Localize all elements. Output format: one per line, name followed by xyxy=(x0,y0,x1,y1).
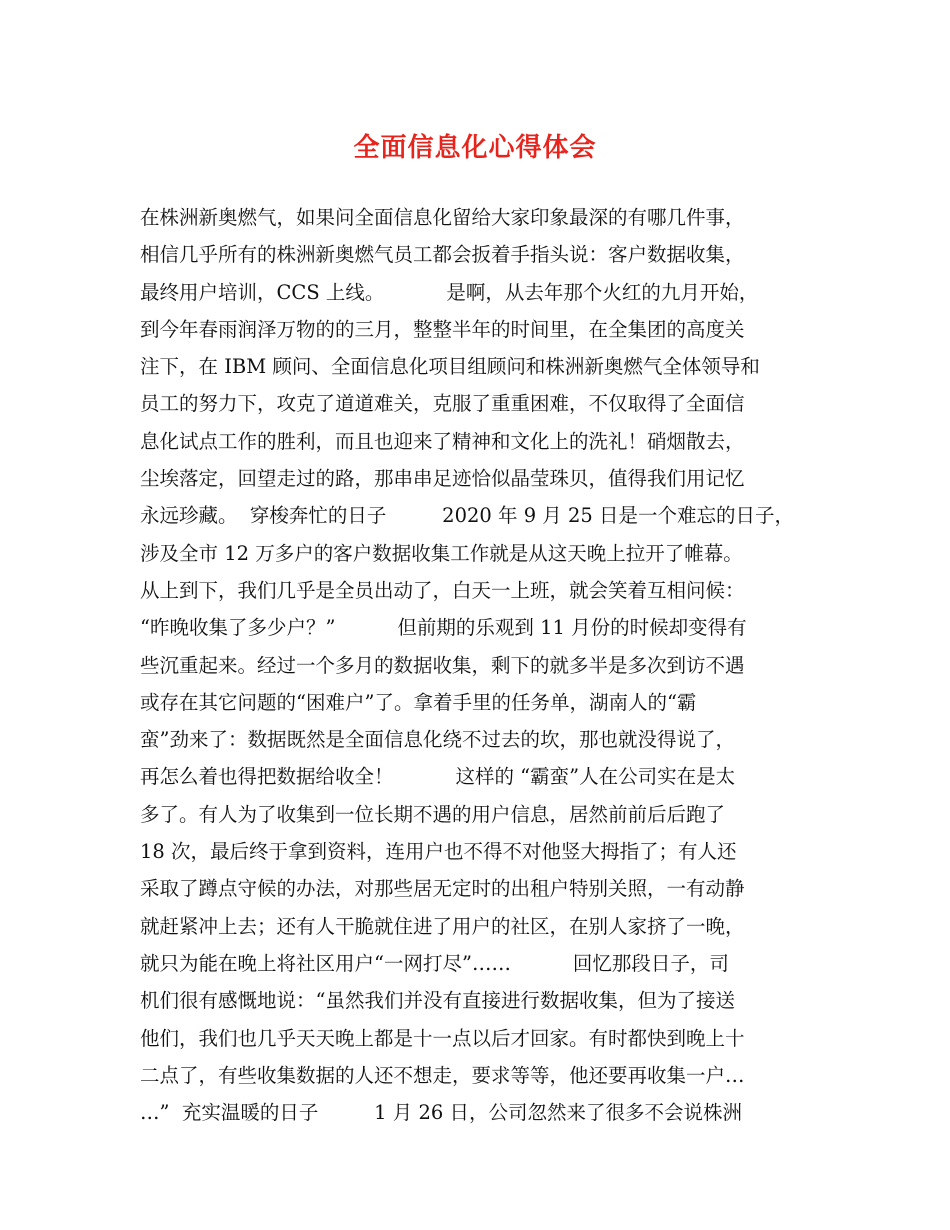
body-line: 最终用户培训，CCS 上线。 是啊，从去年那个火红的九月开始， xyxy=(140,280,759,304)
body-line: 再怎么着也得把数据给收全！ 这样的 “霸蛮”人在公司实在是太 xyxy=(140,765,736,789)
body-line: 蛮”劲来了：数据既然是全面信息化绕不过去的坎，那也就没得说了， xyxy=(140,728,735,752)
body-line: 就只为能在晚上将社区用户“一网打尽”…… 回忆那段日子，司 xyxy=(140,951,729,975)
body-line: 多了。有人为了收集到一位长期不遇的用户信息，居然前前后后跑了 xyxy=(140,802,726,826)
document-body xyxy=(140,199,820,1131)
body-line: 到今年春雨润泽万物的的三月，整整半年的时间里，在全集团的高度关 xyxy=(140,317,745,341)
body-line: 在株洲新奥燃气，如果问全面信息化留给大家印象最深的有哪几件事， xyxy=(140,206,745,229)
body-line: 注下，在 IBM 顾问、全面信息化项目组顾问和株洲新奥燃气全体领导和 xyxy=(140,355,760,379)
body-line: 涉及全市 12 万多户的客户数据收集工作就是从这天晚上拉开了帷幕。 xyxy=(140,541,743,565)
body-line: 或存在其它问题的“困难户”了。拿着手里的任务单，湖南人的“霸 xyxy=(140,690,697,714)
body-line: 18 次，最后终于拿到资料，连用户也不得不对他竖大拇指了；有人还 xyxy=(140,840,737,864)
body-line: 采取了蹲点守候的办法，对那些居无定时的出租户特别关照，一有动静 xyxy=(140,877,745,901)
body-line: 些沉重起来。经过一个多月的数据收集，剩下的就多半是多次到访不遇 xyxy=(140,653,745,677)
body-line: 机们很有感慨地说：“虽然我们并没有直接进行数据收集，但为了接送 xyxy=(140,989,735,1013)
document-title: 全面信息化心得体会 xyxy=(353,133,597,163)
body-line: …” 充实温暖的日子 1 月 26 日，公司忽然来了很多不会说株洲 xyxy=(140,1101,742,1125)
body-line: 从上到下，我们几乎是全员出动了，白天一上班，就会笑着互相问候： xyxy=(140,578,745,602)
body-line: 尘埃落定，回望走过的路，那串串足迹恰似晶莹珠贝，值得我们用记忆 xyxy=(140,467,745,491)
body-line: 息化试点工作的胜利，而且也迎来了精神和文化上的洗礼！硝烟散去， xyxy=(140,429,745,453)
body-line: 永远珍藏。 穿梭奔忙的日子 2020 年 9 月 25 日是一个难忘的日子， xyxy=(140,504,795,528)
body-line: 员工的努力下，攻克了道道难关，克服了重重困难，不仅取得了全面信 xyxy=(140,392,745,416)
body-line: 他们，我们也几乎天天晚上都是十一点以后才回家。有时都快到晚上十 xyxy=(140,1026,745,1050)
body-line: 相信几乎所有的株洲新奥燃气员工都会扳着手指头说：客户数据收集， xyxy=(140,243,745,267)
body-line: 二点了，有些收集数据的人还不想走，要求等等，他还要再收集一户… xyxy=(140,1063,745,1087)
body-line: “昨晚收集了多少户？” 但前期的乐观到 11 月份的时候却变得有 xyxy=(140,616,747,640)
body-line: 就赶紧冲上去；还有人干脆就住进了用户的社区，在别人家挤了一晚， xyxy=(140,914,745,938)
